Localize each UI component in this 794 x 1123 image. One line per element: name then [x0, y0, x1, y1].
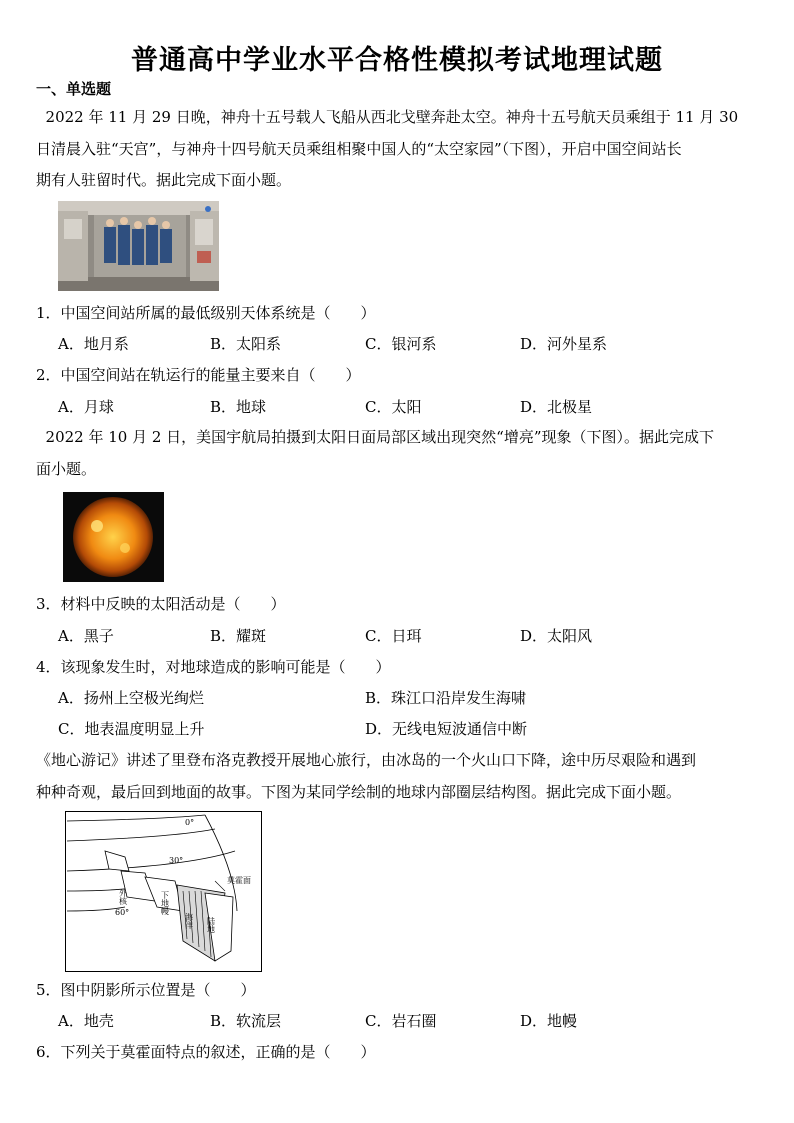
passage-1-line: 日清晨入驻“天宫”，与神舟十四号航天员乘组相聚中国人的“太空家园”（下图），开启中国空间站长 [36, 139, 682, 158]
q1-option-a[interactable]: A．地月系 [58, 335, 129, 353]
page-title: 普通高中学业水平合格性模拟考试地理试题 [131, 45, 663, 76]
passage-1-line: 2022 年 11 月 29 日晚，神舟十五号载人飞船从西北戈壁奔赴太空。神舟十五号航天员乘组于 11 月 30 [36, 108, 739, 126]
q5-option-a[interactable]: A．地壳 [58, 1012, 114, 1030]
section-heading: 一、单选题 [36, 80, 112, 98]
label-ocean: 海洋 [184, 913, 194, 929]
label-moho: 莫霍面 [227, 876, 251, 885]
passage-3 [36, 745, 758, 808]
passage-1 [36, 102, 758, 197]
passage-1-line: 期有人驻留时代。据此完成下面小题。 [36, 171, 292, 189]
q3-option-b[interactable]: B．耀斑 [210, 627, 267, 645]
space-station-photo [58, 201, 219, 291]
earth-layers-diagram [65, 811, 262, 972]
q5-option-d[interactable]: D．地幔 [520, 1012, 578, 1030]
label-land: 陆地 [206, 917, 216, 933]
q5-option-b[interactable]: B．软流层 [210, 1012, 282, 1030]
label-60deg: 60° [115, 908, 130, 917]
q4-option-b[interactable]: B．珠江口沿岸发生海啸 [365, 689, 527, 707]
q2-option-b[interactable]: B．地球 [210, 398, 267, 416]
q5-option-c[interactable]: C．岩石圈 [365, 1012, 437, 1030]
q1-option-c[interactable]: C．银河系 [365, 335, 437, 353]
passage-2-line: 2022 年 10 月 2 日，美国宇航局拍摄到太阳日面局部区域出现突然“增亮”现象（下图）。据此完成下 [36, 428, 715, 446]
question-2: 2．中国空间站在轨运行的能量主要来自（ ） [36, 366, 361, 384]
q4-option-a[interactable]: A．扬州上空极光绚烂 [58, 689, 204, 707]
question-4: 4．该现象发生时，对地球造成的影响可能是（ ） [36, 658, 391, 676]
label-30deg: 30° [169, 856, 184, 865]
sun-photo [63, 492, 164, 582]
q3-option-a[interactable]: A．黑子 [58, 627, 114, 645]
question-3: 3．材料中反映的太阳活动是（ ） [36, 595, 286, 613]
label-0deg: 0° [185, 818, 195, 827]
passage-2-line: 面小题。 [36, 459, 97, 478]
q2-option-a[interactable]: A．月球 [58, 398, 114, 416]
q2-option-d[interactable]: D．北极星 [520, 398, 593, 416]
q2-option-c[interactable]: C．太阳 [365, 398, 422, 416]
q3-option-c[interactable]: C．日珥 [365, 627, 422, 645]
q4-option-c[interactable]: C．地表温度明显上升 [58, 720, 205, 738]
passage-2 [36, 422, 758, 485]
q4-option-d[interactable]: D．无线电短波通信中断 [365, 720, 528, 738]
q1-option-d[interactable]: D．河外星系 [520, 335, 608, 353]
question-6: 6．下列关于莫霍面特点的叙述，正确的是（ ） [36, 1043, 376, 1061]
question-1: 1．中国空间站所属的最低级别天体系统是（ ） [36, 304, 376, 322]
label-outer-core: 外核 [118, 889, 128, 905]
question-5: 5．图中阴影所示位置是（ ） [36, 981, 256, 999]
label-lower-mantle: 下地幔 [160, 891, 170, 915]
passage-3-line: 《地心游记》讲述了里登布洛克教授开展地心旅行，由冰岛的一个火山口下降，途中历尽艰险和遇到 [36, 751, 697, 769]
q1-option-b[interactable]: B．太阳系 [210, 335, 282, 353]
passage-3-line: 种种奇观，最后回到地面的故事。下图为某同学绘制的地球内部圈层结构图。据此完成下面小题。 [36, 782, 682, 801]
q3-option-d[interactable]: D．太阳风 [520, 627, 593, 645]
